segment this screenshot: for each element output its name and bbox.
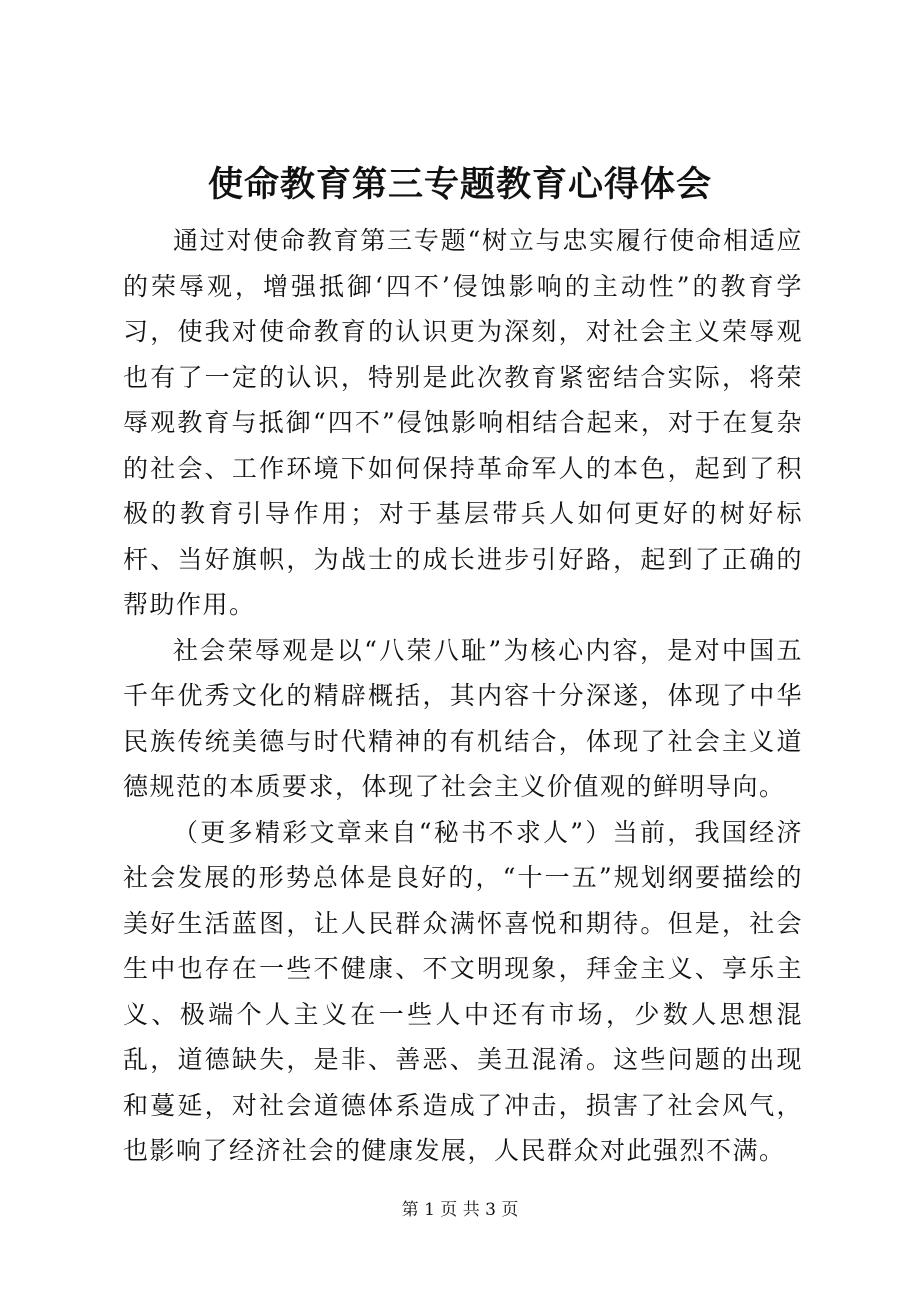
paragraph: 社会荣辱观是以“八荣八耻”为核心内容，是对中国五千年优秀文化的精辟概括，其内容十分深遂，体现了中华民族传统美德与时代精神的有机结合，体现了社会主义道德规范的本质要求，体现了社会主义价值观的鲜明导向。 xyxy=(123,635,803,801)
paragraph: （更多精彩文章来自“秘书不求人”）当前，我国经济社会发展的形势总体是良好的，“十一五”规划纲要描绘的美好生活蓝图，让人民群众满怀喜悦和期待。但是，社会生中也存在一些不健康、不文明现象，拜金主义、享乐主义、极端个人主义在一些人中还有市场，少数人思想混乱，道德缺失，是非、善恶、美丑混淆。这些问题的出现和蔓延，对社会道德体系造成了冲击，损害了社会风气，也影响了经济社会的健康发展，人民群众对此强烈不满。 xyxy=(123,817,803,1165)
page-footer: 第 1 页 共 3 页 xyxy=(401,1200,519,1220)
document-body xyxy=(123,218,803,1174)
paragraph: 通过对使命教育第三专题“树立与忠实履行使命相适应的荣辱观，增强抵御‘四不’侵蚀影响的主动性”的教育学习，使我对使命教育的认识更为深刻，对社会主义荣辱观也有了一定的认识，特别是此次教育紧密结合实际，将荣辱观教育与抵御“四不”侵蚀影响相结合起来，对于在复杂的社会、工作环境下如何保持革命军人的本色，起到了积极的教育引导作用；对于基层带兵人如何更好的树好标杆、当好旗帜，为战士的成长进步引好路，起到了正确的帮助作用。 xyxy=(123,226,803,619)
document-title: 使命教育第三专题教育心得体会 xyxy=(207,164,712,205)
